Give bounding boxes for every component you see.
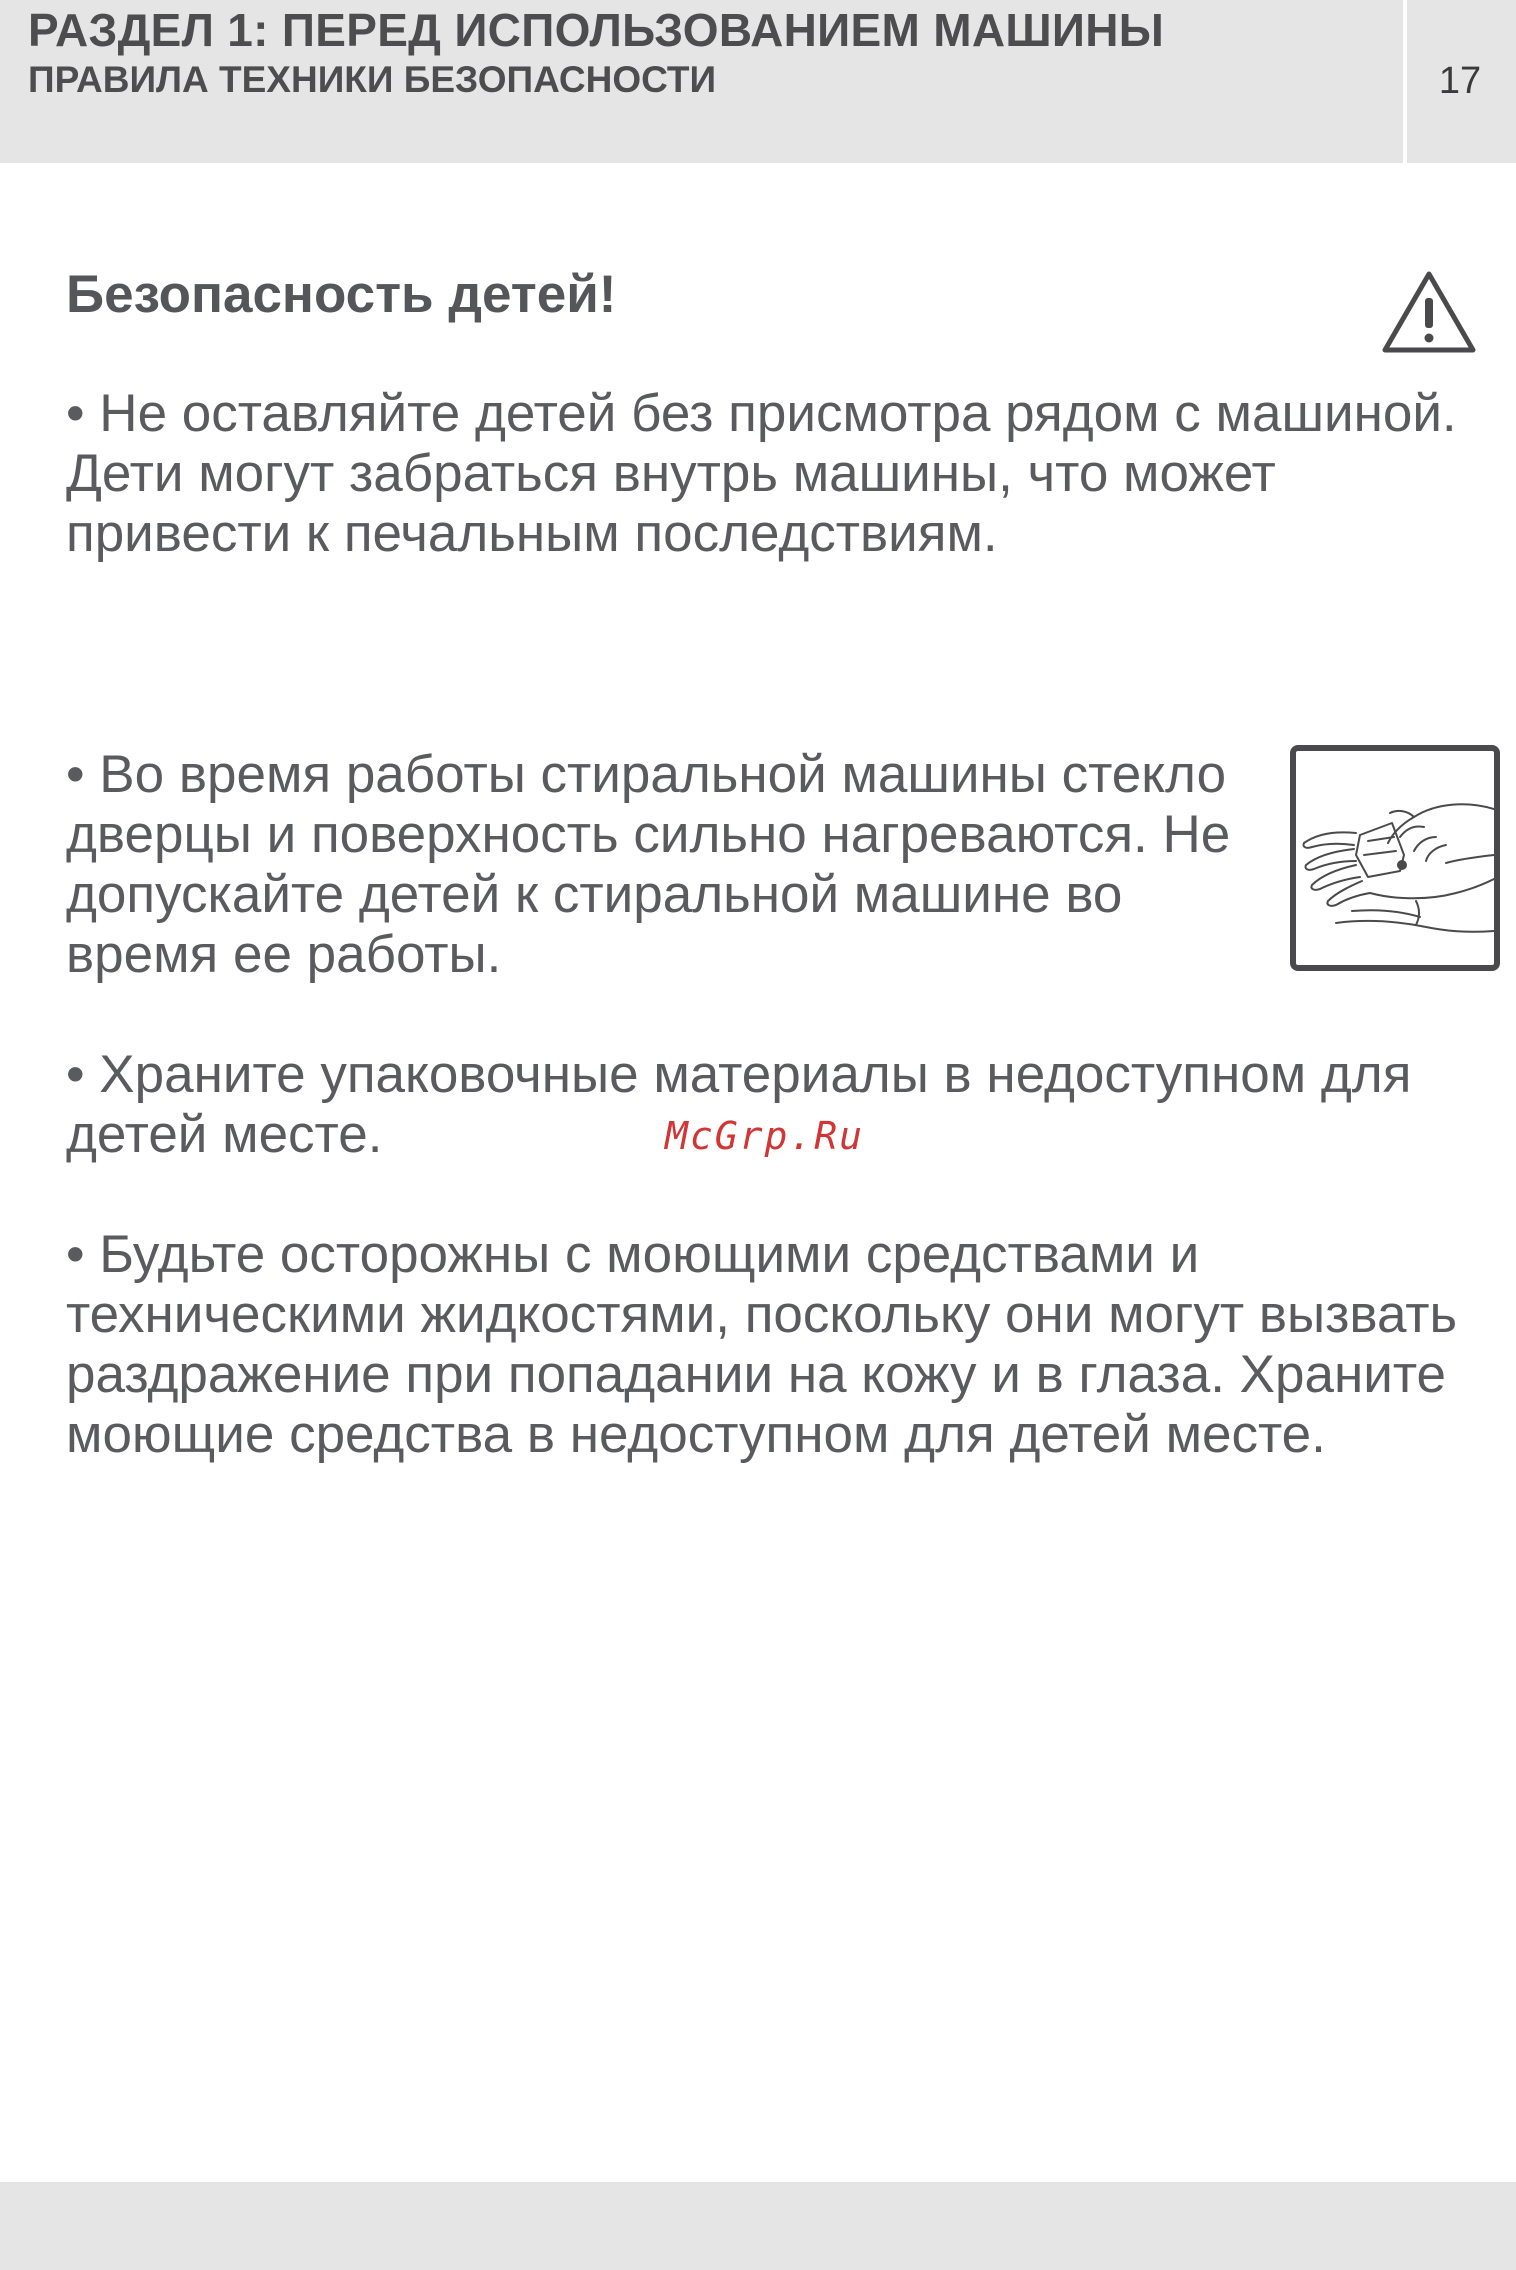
paragraph-text: Будьте осторожны с моющими средствами и техническими жидкостями, поскольку они могут вызвать раздражение при попадании на кожу и в глаза. Храните моющие средства в недоступном для детей месте.	[66, 1225, 1458, 1464]
paragraph-text: Во время работы стиральной машины стекло дверцы и поверхность сильно нагреваются. Не допускайте детей к стиральной машине во время ее работы.	[66, 745, 1231, 984]
bullet: •	[66, 1045, 85, 1104]
hand-illustration-frame	[1290, 745, 1500, 971]
page-number: 17	[1438, 60, 1482, 102]
watermark: McGrp.Ru	[665, 1114, 865, 1158]
safety-paragraph-2	[66, 745, 1246, 985]
page-header	[0, 0, 1516, 163]
warning-triangle-icon	[1380, 268, 1478, 356]
safety-paragraph-4	[66, 1225, 1486, 1465]
safety-paragraph-1	[66, 384, 1486, 564]
section-title: РАЗДЕЛ 1: ПЕРЕД ИСПОЛЬЗОВАНИЕМ МАШИНЫ	[28, 4, 1165, 56]
section-subtitle: ПРАВИЛА ТЕХНИКИ БЕЗОПАСНОСТИ	[28, 59, 717, 100]
bullet: •	[66, 384, 85, 443]
bullet: •	[66, 745, 85, 804]
page-footer	[0, 2182, 1516, 2270]
bullet: •	[66, 1225, 85, 1284]
hand-wiping-icon	[1296, 751, 1494, 965]
header-divider	[1403, 0, 1407, 163]
page-heading: Безопасность детей!	[66, 265, 617, 324]
paragraph-text: Храните упаковочные материалы в недоступном для детей месте.	[66, 1045, 1412, 1164]
paragraph-text: Не оставляйте детей без присмотра рядом с машиной. Дети могут забраться внутрь машины, что может привести к печальным последствиям.	[66, 384, 1457, 563]
